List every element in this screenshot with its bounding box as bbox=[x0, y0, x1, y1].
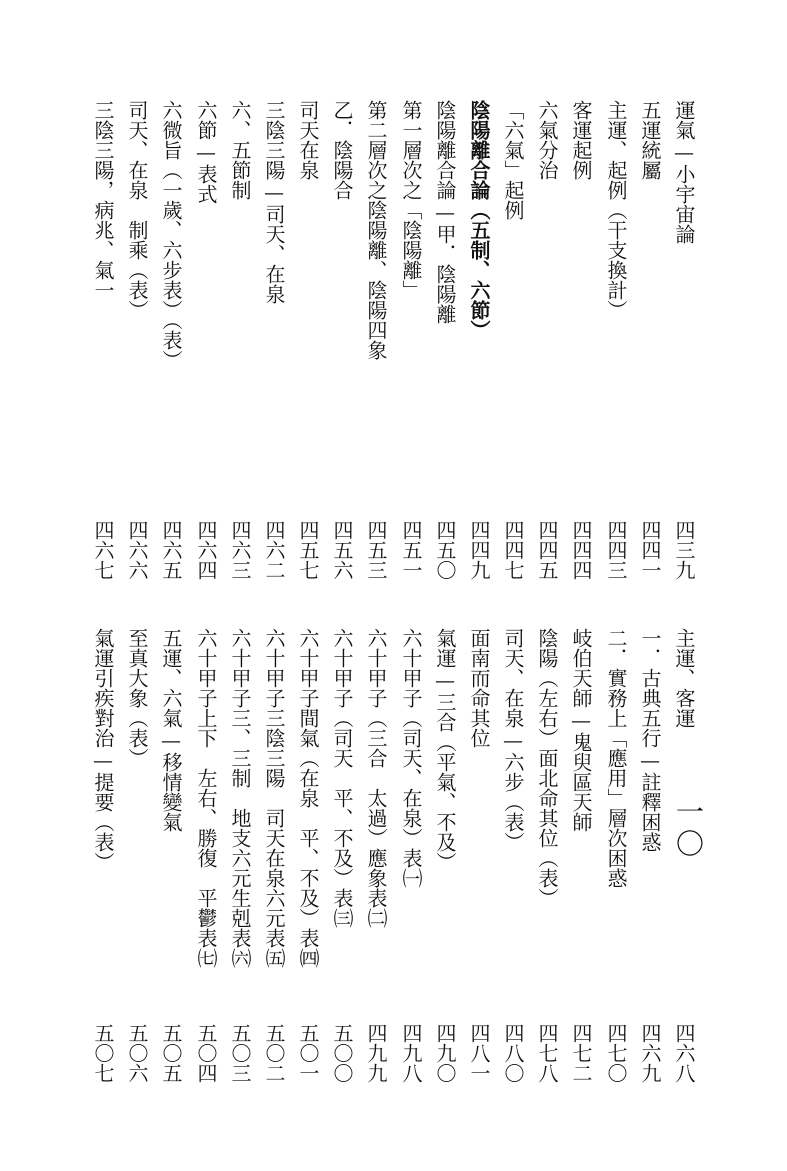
toc-entry-title: 六微旨（一歲、六步表）（表） bbox=[159, 100, 183, 370]
toc-entry bbox=[633, 628, 667, 1083]
toc-entry-page: 四六二 bbox=[262, 520, 286, 580]
toc-entry bbox=[291, 100, 325, 580]
toc-entry-page: 四五〇 bbox=[433, 520, 457, 580]
toc-entry bbox=[223, 100, 257, 580]
toc-entry bbox=[599, 100, 633, 580]
toc-entry bbox=[564, 628, 598, 1083]
toc-entry-title: 三陰三陽—司天、在泉 bbox=[262, 100, 286, 304]
toc-entry bbox=[428, 628, 462, 1083]
toc-entry-title: 運氣—小宇宙論 bbox=[672, 100, 696, 244]
toc-entry bbox=[530, 628, 564, 1083]
toc-entry-title: 司天、在泉—六步（表） bbox=[501, 628, 525, 852]
toc-entry-title: 六十甲子上下 左右、勝復 平鬱表㈦ bbox=[194, 628, 218, 968]
toc-entry-page: 四六五 bbox=[159, 520, 183, 580]
toc-entry-title: 面南而命其位 bbox=[467, 628, 491, 748]
toc-entry-page: 四三九 bbox=[672, 520, 696, 580]
toc-entry-title: 第二層次之陰陽離、陰陽四象 bbox=[364, 100, 388, 360]
toc-entry-page: 四七八 bbox=[535, 1023, 559, 1083]
toc-entry-title: 陰陽離合論—甲．陰陽離 bbox=[433, 100, 457, 324]
toc-entry bbox=[633, 100, 667, 580]
toc-entry-title: 主運、客運 bbox=[672, 628, 696, 728]
toc-entry-title: 六節—表式 bbox=[194, 100, 218, 204]
toc-entry bbox=[325, 628, 359, 1083]
toc-entry bbox=[530, 100, 564, 580]
toc-entry bbox=[428, 100, 462, 580]
page-number: 一〇 bbox=[672, 797, 705, 861]
toc-entry-title: 客運起例 bbox=[569, 100, 593, 180]
toc-entry-title: 三陰三陽，病兆、氣一 bbox=[91, 100, 115, 300]
toc-entry-page: 四九八 bbox=[399, 1023, 423, 1083]
toc-entry bbox=[120, 628, 154, 1083]
toc-entry-page: 四四九 bbox=[467, 520, 491, 580]
toc-entry-title: 氣運—三合（平氣、不及） bbox=[433, 628, 457, 872]
toc-entry-title: 第一層次之「陰陽離」 bbox=[399, 100, 423, 300]
toc-entry-title: 陰陽（左右）面北命其位（表） bbox=[535, 628, 559, 908]
toc-entry bbox=[462, 628, 496, 1083]
toc-entry bbox=[667, 100, 701, 580]
toc-entry-page: 四六七 bbox=[91, 520, 115, 580]
toc-entry bbox=[291, 628, 325, 1083]
toc-entry-title: 六十甲子三陰三陽 司天在泉六元表㈤ bbox=[262, 628, 286, 968]
toc-entry-page: 四六九 bbox=[638, 1023, 662, 1083]
toc-entry-page: 四四五 bbox=[535, 520, 559, 580]
toc-entry-title: 六氣分治 bbox=[535, 100, 559, 180]
toc-entry-title: 司天、在泉 制乘（表） bbox=[125, 100, 149, 320]
toc-entry-title: 主運、起例（干支換計） bbox=[604, 100, 628, 320]
toc-entry-title: 一．古典五行—註釋困惑 bbox=[638, 628, 662, 852]
toc-entry-page: 五〇二 bbox=[262, 1023, 286, 1083]
toc-entry-title: 二．實務上「應用」層次困惑 bbox=[604, 628, 628, 888]
toc-entry-page: 五〇一 bbox=[296, 1023, 320, 1083]
toc-entry-page: 四六八 bbox=[672, 1023, 696, 1083]
toc-entry bbox=[325, 100, 359, 580]
toc-entry bbox=[394, 628, 428, 1083]
toc-entry-page: 四六四 bbox=[194, 520, 218, 580]
toc-entry bbox=[86, 100, 120, 580]
toc-entry-page: 五〇五 bbox=[159, 1023, 183, 1083]
toc-entry-title: 氣運引疾對治—提要（表） bbox=[91, 628, 115, 872]
toc-entry-page: 四七二 bbox=[569, 1023, 593, 1083]
toc-entry-title: 司天在泉 bbox=[296, 100, 320, 180]
toc-entry-page: 五〇三 bbox=[228, 1023, 252, 1083]
toc-lower-section bbox=[86, 628, 701, 1083]
toc-entry-page: 四五一 bbox=[399, 520, 423, 580]
toc-entry bbox=[496, 100, 530, 580]
toc-entry-title: 陰陽離合論（五制、六節） bbox=[467, 100, 491, 340]
toc-entry-title: 六十甲子間氣（在泉 平、不及）表㈣ bbox=[296, 628, 320, 968]
toc-entry-title: 「六氣」起例 bbox=[501, 100, 525, 220]
toc-entry-page: 四八〇 bbox=[501, 1023, 525, 1083]
toc-entry-page: 四七〇 bbox=[604, 1023, 628, 1083]
toc-entry-title: 乙．陰陽合 bbox=[330, 100, 354, 200]
toc-entry-page: 四五三 bbox=[364, 520, 388, 580]
toc-entry bbox=[86, 628, 120, 1083]
toc-entry-page: 五〇四 bbox=[194, 1023, 218, 1083]
toc-entry-title: 五運、六氣—移情變氣 bbox=[159, 628, 183, 832]
toc-entry bbox=[223, 628, 257, 1083]
toc-entry bbox=[257, 628, 291, 1083]
toc-entry-page: 四四七 bbox=[501, 520, 525, 580]
toc-entry-page: 四四一 bbox=[638, 520, 662, 580]
toc-entry-page: 四四四 bbox=[569, 520, 593, 580]
toc-entry-page: 四六三 bbox=[228, 520, 252, 580]
toc-entry-page: 四九〇 bbox=[433, 1023, 457, 1083]
toc-entry bbox=[564, 100, 598, 580]
toc-entry bbox=[154, 100, 188, 580]
toc-entry bbox=[257, 100, 291, 580]
toc-entry-title: 六十甲子三、三制 地支六元生剋表㈥ bbox=[228, 628, 252, 968]
toc-entry-page: 四四三 bbox=[604, 520, 628, 580]
toc-entry-page: 四八一 bbox=[467, 1023, 491, 1083]
toc-entry bbox=[359, 628, 393, 1083]
toc-entry-page: 五〇六 bbox=[125, 1023, 149, 1083]
toc-entry-title: 五運統屬 bbox=[638, 100, 662, 180]
toc-entry bbox=[189, 100, 223, 580]
toc-entry bbox=[189, 628, 223, 1083]
toc-entry-title: 六、五節制 bbox=[228, 100, 252, 200]
toc-entry-title: 至真大象（表） bbox=[125, 628, 149, 768]
toc-entry bbox=[599, 628, 633, 1083]
toc-entry bbox=[667, 628, 701, 1083]
toc-entry bbox=[359, 100, 393, 580]
toc-upper-section bbox=[86, 100, 701, 580]
toc-entry bbox=[496, 628, 530, 1083]
toc-entry bbox=[154, 628, 188, 1083]
toc-entry-page: 四六六 bbox=[125, 520, 149, 580]
toc-entry bbox=[120, 100, 154, 580]
toc-entry-page: 四五七 bbox=[296, 520, 320, 580]
toc-entry-page: 四五六 bbox=[330, 520, 354, 580]
toc-entry-page: 五〇〇 bbox=[330, 1023, 354, 1083]
toc-entry-title: 六十甲子（三合 太過）應象表㈡ bbox=[364, 628, 388, 928]
toc-entry-page: 四九九 bbox=[364, 1023, 388, 1083]
toc-entry bbox=[462, 100, 496, 580]
toc-entry-title: 岐伯天師—鬼臾區天師 bbox=[569, 628, 593, 832]
toc-entry-title: 六十甲子（司天、在泉）表㈠ bbox=[399, 628, 423, 888]
toc-entry bbox=[394, 100, 428, 580]
toc-entry-page: 五〇七 bbox=[91, 1023, 115, 1083]
toc-entry-title: 六十甲子（司天 平、不及）表㈢ bbox=[330, 628, 354, 928]
